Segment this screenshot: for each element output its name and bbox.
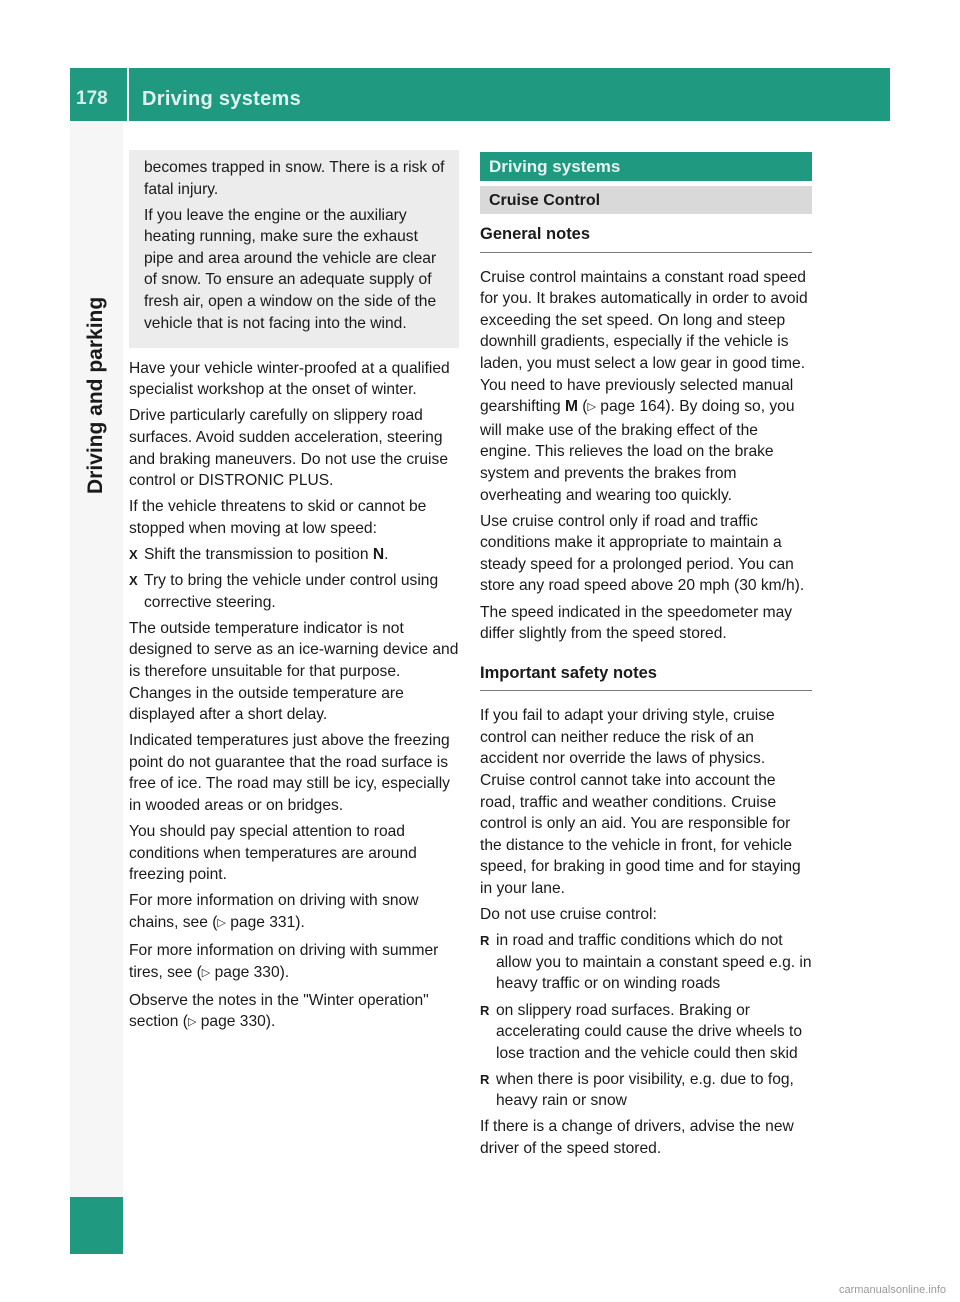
page-ref-arrow-icon: ▷ [187,1016,197,1029]
paragraph: If you fail to adapt your driving style, cruise control can neither reduce the risk of an accident nor override the laws of physics. Cruise control cannot take into account the road, traffic and weather conditions. Cruise control is only an aid. You are responsible for the distance to the vehicle in front, for vehicle speed, for braking in good time and for staying in your lane. [480,707,801,898]
instruction-step [129,544,459,566]
page-ref-arrow-icon: ▷ [587,401,596,414]
paragraph: If the vehicle threatens to skid or cannot be stopped when moving at low speed: [129,498,427,537]
page-ref-arrow-icon: ▷ [217,917,226,929]
subsection-title: Cruise Control [480,186,812,214]
right-column [480,152,812,1164]
step-text: Shift the transmission to position N. [144,546,389,563]
section-title: Driving systems [480,152,812,181]
gear-position: N [372,546,385,563]
warning-box [129,150,459,348]
side-tab-marker [70,1197,123,1254]
page-number: 178 [76,88,108,109]
header-divider [127,68,129,121]
watermark: carmanualsonline.info [838,1284,946,1296]
bullet-icon: R [480,933,490,949]
list-item [480,1000,812,1065]
list-item-text: in road and traffic conditions which do not allow you to maintain a constant speed e.g. in heavy traffic or on winding roads [496,932,812,993]
step-text: Try to bring the vehicle under control using corrective steering. [144,572,439,611]
header-title: Driving systems [142,88,302,110]
side-tab-label: Driving and parking [84,296,107,494]
paragraph: Use cruise control only if road and traffic conditions make it appropriate to maintain a steady speed for a prolonged period. You can store any road speed above 20 mph (30 km/h). [480,512,805,595]
step-arrow-icon: X [129,547,138,562]
bullet-icon: R [480,1002,490,1018]
paragraph: Observe the notes in the "Winter operation" section (▷ page 330). [129,991,429,1031]
page-reference-link[interactable]: page 330 [214,963,280,981]
paragraph: Cruise control maintains a constant road speed for you. It brakes automatically in order to avoid exceeding the set speed. On long and steep downhill gradients, especially if the vehicle is laden, you must select a low gear in good time. You need to have previously selected manual gearshifting M (▷ page 164). By doing so, you will make use of the braking effect of the engine. This relieves the load on the brake system and prevents the brakes from overheating and wearing too quickly. [480,268,808,504]
step-arrow-icon: X [129,573,138,589]
page-reference-link[interactable]: page 164 [600,398,666,416]
paragraph: For more information on driving with summer tires, see (▷ page 330). [129,942,439,981]
paragraph: Do not use cruise control: [480,906,657,924]
page-reference-link[interactable]: page 331 [230,914,296,931]
paragraph: If there is a change of drivers, advise the new driver of the speed stored. [480,1118,794,1158]
paragraph: The outside temperature indicator is not designed to serve as an ice-warning device and is therefore unsuitable for that purpose. Changes in the outside temperature are displayed after a short delay. [129,619,459,724]
page-reference-link[interactable]: page 330 [200,1013,266,1031]
instruction-step [129,570,459,613]
bullet-icon: R [480,1071,490,1087]
paragraph: Have your vehicle winter-proofed at a qualified specialist workshop at the onset of winter. [129,359,450,399]
page-ref-arrow-icon: ▷ [201,966,211,979]
safety-notes-heading: Important safety notes [480,663,812,692]
general-notes-heading: General notes [480,224,812,253]
list-item-text: when there is poor visibility, e.g. due to fog, heavy rain or snow [496,1070,794,1110]
list-item [480,930,812,995]
paragraph: For more information on driving with snow chains, see (▷ page 331). [129,892,419,931]
warning-text-1: becomes trapped in snow. There is a risk of fatal injury. [144,159,445,198]
paragraph: Indicated temperatures just above the freezing point do not guarantee that the road surface is free of ice. The road may still be icy, especially in wooded areas or on bridges. [129,732,450,815]
list-item-text: on slippery road surfaces. Braking or accelerating could cause the drive wheels to lose traction and the vehicle could then skid [496,1001,802,1062]
paragraph: You should pay special attention to road conditions when temperatures are around freezing point. [129,823,417,884]
paragraph: Drive particularly carefully on slippery road surfaces. Avoid sudden acceleration, steering and braking maneuvers. Do not use the cruise control or DISTRONIC PLUS. [129,407,448,490]
paragraph: The speed indicated in the speedometer may differ slightly from the speed stored. [480,603,793,643]
gear-mode: M [564,398,578,416]
warning-text-2: If you leave the engine or the auxiliary heating running, make sure the exhaust pipe and area around the vehicle are clear of snow. To ensure an adequate supply of fresh air, open a window on the side of the vehicle that is not facing into the wind. [144,206,437,332]
left-column [129,150,459,1039]
list-item [480,1069,812,1112]
